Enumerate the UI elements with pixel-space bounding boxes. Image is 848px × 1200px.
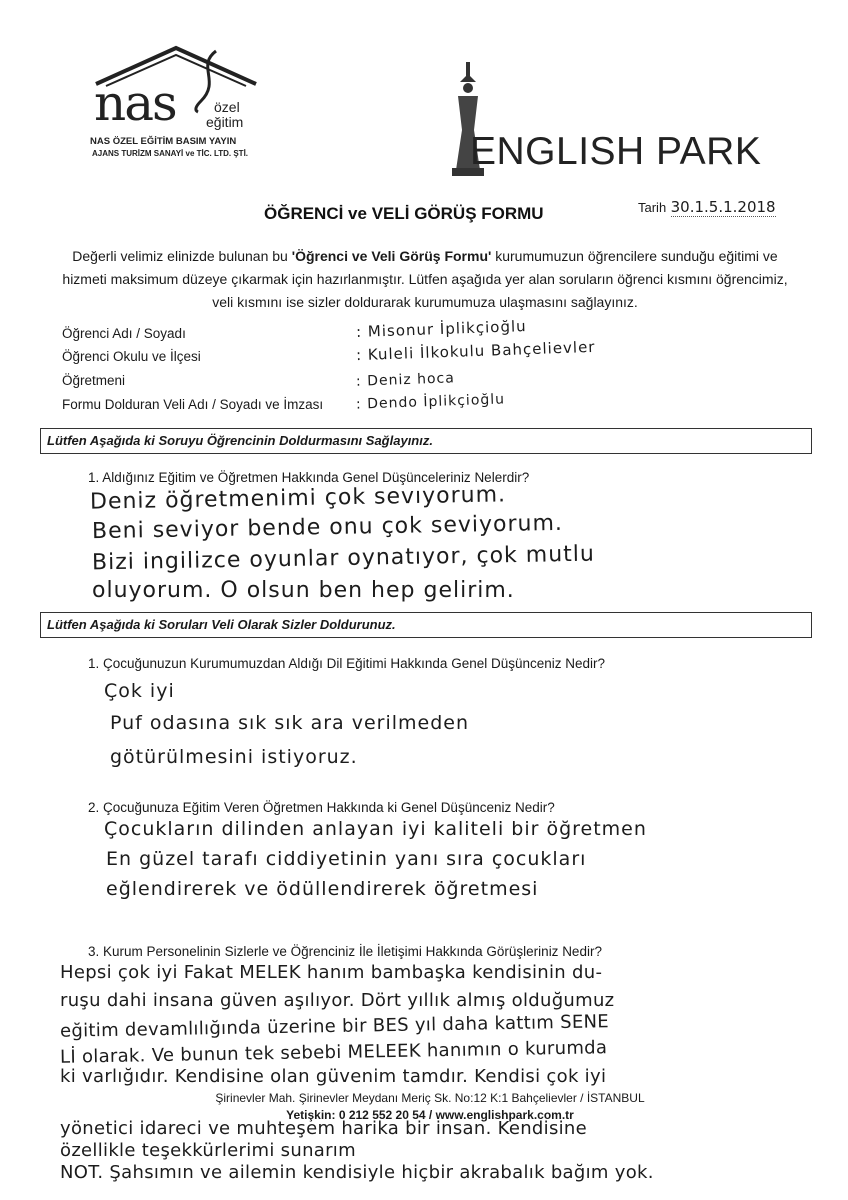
date-label: Tarih xyxy=(638,200,667,215)
nas-wordmark: nas xyxy=(94,74,176,132)
label-school: Öğrenci Okulu ve İlçesi xyxy=(62,349,201,364)
parent-answer-3-line: ruşu dahi insana güven aşılıyor. Dört yıllık almış olduğumuz xyxy=(60,990,615,1011)
intro-paragraph xyxy=(40,245,810,314)
footer-address: Şirinevler Mah. Şirinevler Meydanı Meriç Sk. No:12 K:1 Bahçelievler / İSTANBUL xyxy=(215,1091,645,1105)
parent-answer-3-line: NOT. Şahsımın ve ailemin kendisiyle hiçbir akrabalık bağım yok. xyxy=(60,1162,654,1183)
intro-line3: veli kısmını ise sizler doldurarak kurumumuza ulaşmasını sağlayınız. xyxy=(212,294,638,310)
parent-answer-3-line: yönetici idareci ve muhteşem harika bir insan. Kendisine xyxy=(60,1118,588,1139)
student-answer-line: Deniz öğretmenimi çok sevıyorum. xyxy=(89,482,507,515)
parent-answer-1-line: Puf odasına sık sık ara verilmeden xyxy=(110,712,469,734)
parent-section-header: Lütfen Aşağıda ki Soruları Veli Olarak Sizler Doldurunuz. xyxy=(40,612,812,638)
label-parent: Formu Dolduran Veli Adı / Soyadı ve İmzası xyxy=(62,397,324,412)
intro-line2: hizmeti maksimum düzeye çıkarmak için hazırlanmıştır. Lütfen aşağıda yer alan soruların öğrenci kısmını öğrencimiz, xyxy=(62,271,788,287)
parent-answer-3-line: özellikle teşekkürlerimi sunarım xyxy=(60,1140,356,1161)
value-school: : Kuleli İlkokulu Bahçelievler xyxy=(355,337,596,365)
student-answer-line: oluyorum. O olsun ben hep gelirim. xyxy=(92,578,515,603)
english-park-logo xyxy=(440,60,790,180)
parent-answer-3-line: ki varlığıdır. Kendisine olan güvenim tamdır. Kendisi çok iyi xyxy=(60,1066,607,1087)
intro-line1 xyxy=(40,245,810,268)
intro-line1-pre: Değerli velimiz elinizde bulunan bu xyxy=(72,248,292,264)
footer-contact: Yetişkin: 0 212 552 20 54 / www.englishpark.com.tr xyxy=(286,1108,574,1122)
student-answer-line: Bizi ingilizce oyunlar oynatıyor, çok mutlu xyxy=(91,541,596,576)
english-park-title: ENGLISH PARK xyxy=(470,130,762,173)
student-section-header: Lütfen Aşağıda ki Soruyu Öğrencinin Doldurmasını Sağlayınız. xyxy=(40,428,812,454)
value-teacher: : Deniz hoca xyxy=(355,370,456,390)
logo-ozel-text: özel xyxy=(214,99,240,115)
value-parent: : Dendo İplikçioğlu xyxy=(355,391,506,413)
parent-answer-3-line: Hepsi çok iyi Fakat MELEK hanım bambaşka kendisinin du- xyxy=(60,962,603,983)
value-student-name: : Misonur İplikçioğlu xyxy=(355,317,527,341)
parent-answer-1-line: götürülmesini istiyoruz. xyxy=(110,746,358,768)
parent-question-3: 3. Kurum Personelinin Sizlerle ve Öğrenciniz İle İletişimi Hakkında Görüşleriniz Nedir? xyxy=(88,944,602,959)
nas-logo xyxy=(88,36,268,166)
logo-company-line2: AJANS TURİZM SANAYİ ve TİC. LTD. ŞTİ. xyxy=(92,149,249,158)
label-student-name: Öğrenci Adı / Soyadı xyxy=(62,326,186,341)
parent-answer-3-line: eğitim devamlılığında üzerine bir BES yıl daha kattım SENE xyxy=(59,1011,610,1042)
form-title: ÖĞRENCİ ve VELİ GÖRÜŞ FORMU xyxy=(264,204,544,223)
parent-answer-1-line: Çok iyi xyxy=(104,680,175,702)
parent-question-2: 2. Çocuğunuza Eğitim Veren Öğretmen Hakkında ki Genel Düşünceniz Nedir? xyxy=(88,800,555,815)
logo-egitim-text: eğitim xyxy=(206,114,244,130)
student-answer-line: Beni seviyor bende onu çok seviyorum. xyxy=(91,510,564,545)
parent-answer-2-line: Çocukların dilinden anlayan iyi kaliteli bir öğretmen xyxy=(104,818,647,840)
date-value: 30.1.5.1.2018 xyxy=(670,198,776,216)
intro-line1-post: kurumumuzun öğrencilere sunduğu eğitimi ve xyxy=(491,248,778,264)
logo-company-line1: NAS ÖZEL EĞİTİM BASIM YAYIN xyxy=(90,136,237,147)
parent-answer-2-line: En güzel tarafı ciddiyetinin yanı sıra çocukları xyxy=(106,848,587,870)
parent-answer-3-line: Lİ olarak. Ve bunun tek sebebi MELEEK hanımın o kurumda xyxy=(59,1037,608,1068)
student-question-1: 1. Aldığınız Eğitim ve Öğretmen Hakkında Genel Düşünceleriniz Nelerdir? xyxy=(88,470,530,485)
parent-question-1: 1. Çocuğunuzun Kurumumuzdan Aldığı Dil Eğitimi Hakkında Genel Düşünceniz Nedir? xyxy=(88,656,606,671)
parent-answer-2-line: eğlendirerek ve ödüllendirerek öğretmesi xyxy=(106,878,539,900)
intro-form-name: 'Öğrenci ve Veli Görüş Formu' xyxy=(291,248,492,264)
date-field xyxy=(638,198,776,217)
label-teacher: Öğretmeni xyxy=(62,373,126,388)
